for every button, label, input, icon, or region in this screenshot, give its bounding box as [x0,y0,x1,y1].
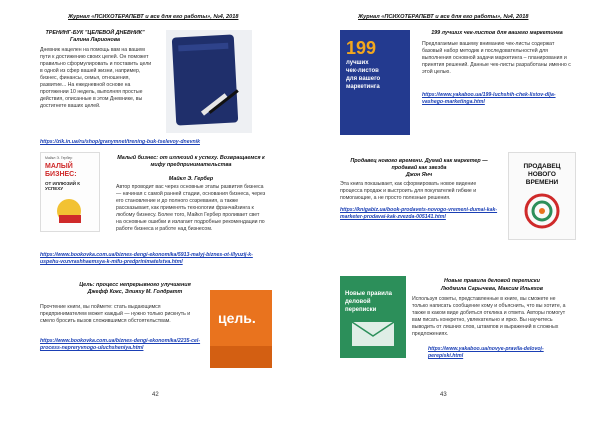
cover-line: лучших [346,60,369,66]
page-header: Журнал «ПСИХОТЕРАПЕВТ и все для его работы», №4, 2018 [358,14,529,20]
book-link[interactable]: https://zik.in.ua/ru/shop/granymnet/trening-buk-tselevoy-dnevnik [40,139,200,145]
book-description: Эта книга показывает, как сформировать новое видение процесса продаж и выстроить для покупателей гибкие и помогающие, а не просто полезные решения. [340,181,477,201]
cover-illustration [509,153,575,239]
book-title: Малый бизнес: от иллюзий к успеху. Возвращаемся к мифу предпринимательства [117,155,265,168]
book-link[interactable]: https://www.bookovka.com.ua/biznes-dengi-ekonomika/5913-malyj-biznes-ot-illyuzij-k-uspehu-vozvrashhaemsya-k-mifu-predprinimatelstva.html [40,252,253,265]
book-title: 199 лучших чек-листов для вашего маркетинга [431,30,563,36]
book-title: ТРЕНИНГ-БУК "ЦЕЛЕВОЙ ДНЕВНИК" [45,30,145,36]
book-description: Автор проводит вас через основные этапы развития бизнеса — начиная с самой ранней стадии, основания бизнеса, через его становление и до полного созревания, а также рассказывает, как применять технологии франчайзинга к любому бизнесу. Более того, Майкл Гербер проливает свет на основные ошибки и излагает подробные рекомендации по работе бизнеса и работе над бизнесом. [116,184,266,232]
book-cover-199 [340,30,410,135]
cover-line: чек-листов [346,68,379,74]
book-author: Джон Янч [405,172,433,178]
book-title: Продавец нового времени. Думай как маркетер — продавай как звезда [350,158,488,171]
cover-illustration [210,290,272,368]
right-page [300,0,600,424]
cover-illustration [340,276,406,358]
book-link[interactable]: https://knigabiz.ua/book-prodavets-novogo-vremeni-dumai-kak-marketer-prodavai-kak-zvezda-005141.html [340,207,498,220]
notebook-cover [166,30,252,133]
cover-title: цель. [218,310,256,326]
book-description: Используя советы, представленные в книге, вы сможете не только написать сообщение кому и объяснить, что вы хотите, а также в каком виде добиться отклика и ответа. Авторы помогут вам писать конкретно, увлекательно и ярко. Вы научитесь выводить от лишних слов, штампов и выражений в сложных предложениях. [412,296,566,337]
page-number: 42 [152,392,159,398]
cover-line: для вашего [346,76,381,82]
book-link[interactable]: https://www.yakaboo.ua/199-luchshih-chek-listov-dlja-vashego-marketinga.html [422,92,556,105]
notebook-illustration [166,30,252,133]
cover-author: Майкл Э. Гербер [45,156,73,160]
book-description: Прочтение книги, вы поймете: стать выдающимся предпринимателем может каждый — нужно только рискнуть и смело бросить вызов сложившимся обстоятельствам. [40,304,191,324]
page-number: 43 [440,392,447,398]
cover-title: ПРОДАВЕЦ НОВОГО ВРЕМЕНИ [523,163,561,186]
book-author: Людмила Сарычева, Максим Ильяхов [440,286,544,292]
book-link[interactable]: https://www.bookovka.com.ua/biznes-dengi-ekonomika/2235-cel-process-nepreryvnogo-uluchsheniya.html [40,338,201,351]
cover-line: маркетинга [346,84,380,90]
book-title: Новые правила деловой переписки [444,278,540,284]
book-description: Дневник нацелен на помощь вам на вашем пути к достижению своих целей. Он поможет правильно сформулировать и поставить цели в одной из сфер вашей жизни, например, бизнес, финансы, семья, отношения, развитие... На ежедневной основе на протяжении 10 недель, выполняя простые действия, описанные в этом Дневнике, вы достигнете ваших целей. [40,47,152,109]
book-author: Галина Ларионова [69,37,121,43]
book-cover-small-business [40,152,100,232]
book-cover-goal [210,290,272,368]
book-cover-correspondence [340,276,406,358]
book-author: Джефф Кокс, Элияху М. Голдратт [87,289,183,295]
book-link[interactable]: https://www.yakaboo.ua/novye-pravila-delovoj-perepiski.html [428,346,544,359]
cover-number: 199 [346,38,377,58]
cover-title: Новые правила деловой переписки [345,291,392,313]
book-description: Предлагаемые вашему вниманию чек-листы содержат базовый набор методик и последовательностей для выполнения основной задачи маркетинга – планирования и принятия решений. Данные чек-листы разработаны именно с этой целью. [422,41,571,75]
page-header: Журнал «ПСИХОТЕРАПЕВТ и все для его работы», №4, 2018 [68,14,239,20]
book-cover-seller [508,152,576,240]
book-title: Цель: процесс непрерывного улучшения [79,282,191,288]
cover-illustration [41,153,99,231]
cover-subtitle: ОТ ИЛЛЮЗИЙ К УСПЕХУ [45,181,80,191]
book-author: Майкл Э. Гербер [168,176,214,182]
cover-title: МАЛЫЙ БИЗНЕС: [45,163,77,178]
